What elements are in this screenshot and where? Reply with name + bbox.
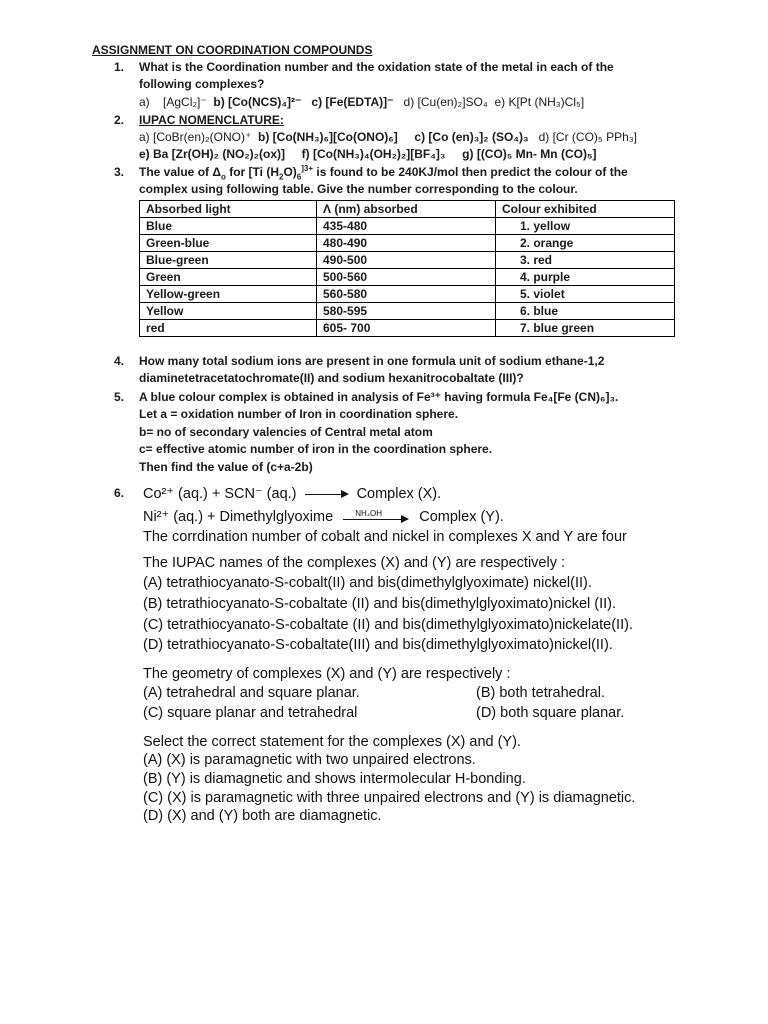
reaction-arrow-icon bbox=[305, 489, 349, 499]
reaction1-product: Complex (X). bbox=[356, 486, 442, 502]
q6-part2-option-c: (C) square planar and tetrahedral bbox=[143, 705, 358, 721]
table-cell-colour: 4. purple bbox=[496, 269, 675, 286]
q6-reaction1 bbox=[143, 484, 441, 504]
q6-part3-question: Select the correct statement for the complexes (X) and (Y). bbox=[143, 734, 521, 750]
q6-number: 6. bbox=[114, 486, 125, 500]
q1-option-b: b) [Co(NCS)₄]²⁻ bbox=[213, 95, 302, 109]
q5-number: 5. bbox=[114, 390, 125, 404]
q4-line1: How many total sodium ions are present in one formula unit of sodium ethane-1,2 bbox=[139, 354, 605, 368]
table-cell-wavelength: 480-490 bbox=[317, 235, 496, 252]
q6-part2-question: The geometry of complexes (X) and (Y) are respectively : bbox=[143, 666, 511, 682]
q2-row2 bbox=[139, 146, 596, 163]
assignment-title: ASSIGNMENT ON COORDINATION COMPOUNDS bbox=[92, 43, 373, 57]
q6-part2-option-d: (D) both square planar. bbox=[476, 705, 625, 721]
table-cell-colour: 2. orange bbox=[496, 235, 675, 252]
q1-option-e: e) K[Pt (NH₃)Cl₅] bbox=[494, 95, 585, 109]
q1-option-a-label: a) bbox=[139, 95, 150, 109]
q6-part1-question: The IUPAC names of the complexes (X) and (Y) are respectively : bbox=[143, 555, 566, 571]
table-cell-light: Green bbox=[140, 269, 317, 286]
table-row bbox=[140, 235, 675, 252]
q3-line1: The value of $\Delta_o$ for [Ti $(H_2O)_6^{]3+}$ is found to be 240KJ/mol then predict the colour of the bbox=[139, 164, 628, 182]
table-cell-colour: 3. red bbox=[496, 252, 675, 269]
table-cell-wavelength: 605- 700 bbox=[317, 320, 496, 337]
table-cell-colour: 5. violet bbox=[496, 286, 675, 303]
table-cell-wavelength: 580-595 bbox=[317, 303, 496, 320]
q2-option-c: c) [Co (en)₃]₂ (SO₄)₃ bbox=[414, 130, 529, 144]
q5-line3: b= no of secondary valencies of Central metal atom bbox=[139, 425, 433, 439]
q5-line2: Let a = oxidation number of Iron in coordination sphere. bbox=[139, 407, 459, 421]
reaction2-reagent: NH₄OH bbox=[355, 509, 383, 519]
table-cell-light: red bbox=[140, 320, 317, 337]
q6-part3-option-b: (B) (Y) is diamagnetic and shows intermolecular H-bonding. bbox=[143, 771, 526, 787]
colour-table bbox=[139, 200, 675, 337]
table-cell-light: Blue-green bbox=[140, 252, 317, 269]
table-row bbox=[140, 269, 675, 286]
q6-part3-option-d: (D) (X) and (Y) both are diamagnetic. bbox=[143, 808, 382, 824]
table-row bbox=[140, 218, 675, 235]
q6-part1-option-b: (B) tetrathiocyanato-S-cobaltate (II) and bis(dimethylglyoximato)nickel (II). bbox=[143, 596, 617, 612]
q3-line2: complex using following table. Give the number corresponding to the colour. bbox=[139, 182, 578, 196]
reaction2-reactants: Ni²⁺ (aq.) + Dimethylglyoxime bbox=[143, 509, 334, 525]
q1-option-c: c) [Fe(EDTA)]⁻ bbox=[311, 95, 394, 109]
q5-line4: c= effective atomic number of iron in the coordination sphere. bbox=[139, 442, 493, 456]
table-header-colour-exhibited: Colour exhibited bbox=[496, 201, 675, 218]
table-row bbox=[140, 252, 675, 269]
table-cell-wavelength: 560-580 bbox=[317, 286, 496, 303]
q5-line1: A blue colour complex is obtained in analysis of Fe³⁺ having formula Fe₄[Fe (CN)₆]₃. bbox=[139, 390, 619, 404]
table-cell-wavelength: 500-560 bbox=[317, 269, 496, 286]
q2-option-g: g) [(CO)₅ Mn- Mn (CO)₅] bbox=[462, 147, 597, 161]
q1-options bbox=[139, 94, 584, 111]
table-cell-light: Yellow bbox=[140, 303, 317, 320]
q3-number: 3. bbox=[114, 165, 125, 179]
table-cell-light: Blue bbox=[140, 218, 317, 235]
table-row bbox=[140, 303, 675, 320]
q1-line1: What is the Coordination number and the oxidation state of the metal in each of the bbox=[139, 60, 614, 74]
q6-reaction2 bbox=[143, 507, 504, 527]
table-cell-wavelength: 435-480 bbox=[317, 218, 496, 235]
q2-option-e: e) Ba [Zr(OH)₂ (NO₂)₂(ox)] bbox=[139, 147, 285, 161]
table-cell-light: Green-blue bbox=[140, 235, 317, 252]
q5-line5: Then find the value of (c+a-2b) bbox=[139, 460, 313, 474]
reaction1-reactants: Co²⁺ (aq.) + SCN⁻ (aq.) bbox=[143, 486, 297, 502]
table-cell-colour: 7. blue green bbox=[496, 320, 675, 337]
q1-option-a: [AgCl₂]⁻ bbox=[163, 95, 207, 109]
q6-part1-option-d: (D) tetrathiocyanato-S-cobaltate(III) and bis(dimethylglyoximato)nickel(II). bbox=[143, 637, 613, 653]
q2-option-f: f) [Co(NH₃)₄(OH₂)₂][BF₄]₃ bbox=[301, 147, 446, 161]
q2-option-a: a) [CoBr(en)₂(ONO)⁺ bbox=[139, 130, 252, 144]
q2-number: 2. bbox=[114, 113, 125, 127]
reaction-arrow-with-reagent-icon bbox=[343, 508, 409, 526]
table-cell-colour: 6. blue bbox=[496, 303, 675, 320]
q1-option-d: d) [Cu(en)₂]SO₄ bbox=[403, 95, 488, 109]
q1-line2: following complexes? bbox=[139, 77, 265, 91]
q2-option-b: b) [Co(NH₃)₆][Co(ONO)₆] bbox=[258, 130, 398, 144]
q1-number: 1. bbox=[114, 60, 125, 74]
table-cell-colour: 1. yellow bbox=[496, 218, 675, 235]
q6-part1-option-c: (C) tetrathiocyanato-S-cobaltate (II) and bis(dimethylglyoximato)nickelate(II). bbox=[143, 617, 633, 633]
table-row bbox=[140, 320, 675, 337]
q6-part1-option-a: (A) tetrathiocyanato-S-cobalt(II) and bis(dimethylglyoximate) nickel(II). bbox=[143, 575, 592, 591]
q2-row1 bbox=[139, 129, 637, 146]
reaction2-product: Complex (Y). bbox=[419, 509, 504, 525]
q6-part3-option-a: (A) (X) is paramagnetic with two unpaired electrons. bbox=[143, 752, 476, 768]
table-header-wavelength: Λ (nm) absorbed bbox=[317, 201, 496, 218]
table-cell-wavelength: 490-500 bbox=[317, 252, 496, 269]
q2-heading: IUPAC NOMENCLATURE: bbox=[139, 113, 284, 127]
q6-part2-option-a: (A) tetrahedral and square planar. bbox=[143, 685, 360, 701]
table-header-absorbed-light: Absorbed light bbox=[140, 201, 317, 218]
q6-part3-option-c: (C) (X) is paramagnetic with three unpaired electrons and (Y) is diamagnetic. bbox=[143, 790, 636, 806]
table-header-row bbox=[140, 201, 675, 218]
q4-number: 4. bbox=[114, 354, 125, 368]
q6-statement: The corrdination number of cobalt and nickel in complexes X and Y are four bbox=[143, 529, 627, 545]
table-cell-light: Yellow-green bbox=[140, 286, 317, 303]
q2-option-d: d) [Cr (CO)₅ PPh₃] bbox=[538, 130, 637, 144]
q4-line2: diaminetetracetatochromate(II) and sodium hexanitrocobaltate (III)? bbox=[139, 371, 524, 385]
table-row bbox=[140, 286, 675, 303]
q6-part2-option-b: (B) both tetrahedral. bbox=[476, 685, 605, 701]
